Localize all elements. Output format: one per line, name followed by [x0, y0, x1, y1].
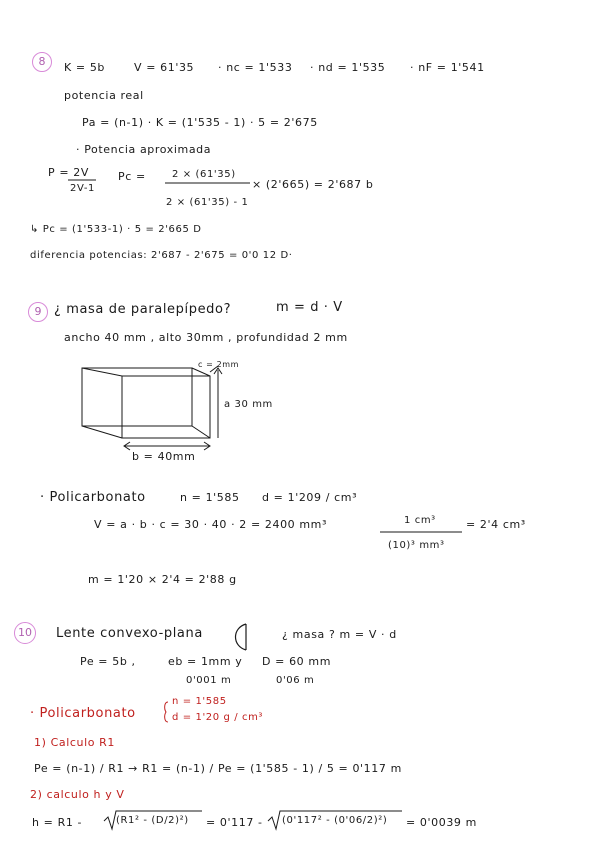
p-formula-denominator: 2V-1	[70, 183, 95, 194]
step1-formula: Pe = (n-1) / R1 → R1 = (n-1) / Pe = (1'585 - 1) / 5 = 0'117 m	[34, 762, 402, 775]
pc-line: ↳ Pc = (1'533-1) · 5 = 2'665 D	[30, 224, 202, 235]
power-difference: diferencia potencias: 2'687 - 2'675 = 0'0 12 D·	[30, 250, 293, 261]
pc-denominator: 2 × (61'35) - 1	[166, 197, 249, 208]
real-power-formula: Pa = (n-1) · K = (1'535 - 1) · 5 = 2'675	[82, 116, 318, 129]
approx-power-label: · Potencia aproximada	[76, 143, 212, 156]
pc-numerator: 2 × (61'35)	[172, 169, 236, 180]
pc-result: × (2'665) = 2'687 b	[252, 178, 374, 191]
lens-density: d = 1'20 g / cm³	[172, 712, 264, 723]
lens-refractive-index: n = 1'585	[172, 696, 227, 707]
volume-formula: V = a · b · c = 30 · 40 · 2 = 2400 mm³	[94, 518, 328, 531]
lens-title: Lente convexo-plana	[56, 626, 203, 641]
label-c: c = 2mm	[198, 360, 240, 369]
step2-heading: 2) calculo h y V	[30, 788, 125, 801]
h-formula-mid: = 0'117 -	[206, 816, 263, 829]
given-v: V = 61'35	[134, 61, 195, 74]
question-mass: ¿ masa de paralepípedo?	[54, 302, 232, 317]
diameter-m: 0'06 m	[276, 675, 315, 686]
edge-thickness-m: 0'001 m	[186, 675, 232, 686]
problem-number-10: 10	[14, 622, 36, 644]
mass-result: m = 1'20 × 2'4 = 2'88 g	[88, 573, 237, 586]
conversion-numerator: 1 cm³	[404, 515, 436, 526]
problem-number-8: 8	[32, 52, 52, 72]
conversion-denominator: (10)³ mm³	[388, 540, 445, 551]
brace-icon	[165, 702, 168, 722]
problem-number-9: 9	[28, 302, 48, 322]
dimensions: ancho 40 mm , alto 30mm , profundidad 2 mm	[64, 331, 348, 344]
given-k: K = 5b	[64, 61, 106, 74]
parallelepiped-sketch	[82, 366, 222, 450]
h-formula-start: h = R1 -	[32, 816, 83, 829]
h-root-1: (R1² - (D/2)²)	[116, 815, 189, 826]
edge-thickness: eb = 1mm y	[168, 655, 243, 668]
density: d = 1'209 / cm³	[262, 491, 358, 504]
lens-question: ¿ masa ? m = V · d	[282, 628, 397, 641]
conversion-result: = 2'4 cm³	[466, 518, 526, 531]
lens-material: · Policarbonato	[30, 706, 136, 721]
mass-formula: m = d · V	[276, 300, 343, 315]
label-a: a 30 mm	[224, 399, 273, 410]
real-power-label: potencia real	[64, 89, 144, 102]
h-result: = 0'0039 m	[406, 816, 477, 829]
step1-heading: 1) Calculo R1	[34, 736, 116, 749]
given-nf: · nF = 1'541	[410, 61, 485, 74]
refractive-index: n = 1'585	[180, 491, 240, 504]
given-nd: · nd = 1'535	[310, 61, 386, 74]
given-nc: · nc = 1'533	[218, 61, 293, 74]
lens-power: Pe = 5b ,	[80, 655, 136, 668]
label-b: b = 40mm	[132, 450, 196, 463]
h-root-2: (0'117² - (0'06/2)²)	[282, 815, 388, 826]
p-formula-numerator: P = 2V	[48, 166, 89, 179]
material-policarbonato: · Policarbonato	[40, 490, 146, 505]
lens-diameter: D = 60 mm	[262, 655, 332, 668]
pc-label: Pc =	[118, 170, 146, 183]
lens-sketch	[236, 624, 247, 650]
